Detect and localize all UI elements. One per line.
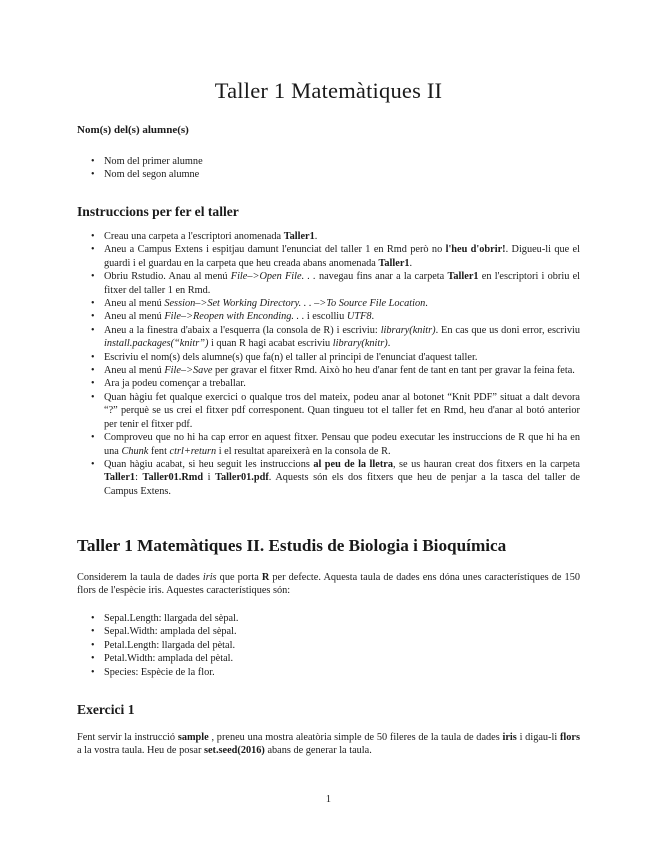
list-item: • Petal.Width: amplada del pètal.: [77, 652, 580, 665]
document-title: Taller 1 Matemàtiques II: [214, 78, 443, 103]
list-item: • Aneu a Campus Extens i espitjau damunt l'enunciat del taller 1 en Rmd però no l'heu d'obrir!. Digueu-li que el guardi i el guardau en la carpeta que heu creada abans anomenada Taller1.: [77, 243, 580, 270]
names-heading: Nom(s) del(s) alumne(s): [77, 124, 189, 136]
names-list: [77, 155, 580, 182]
list-item: • Aneu al menú File–>Save per gravar el fitxer Rmd. Això ho heu d'anar fent de tant en tant per gravar la feina feta.: [77, 364, 580, 377]
list-item: • Aneu a la finestra d'abaix a l'esquerra (la consola de R) i escriviu: library(knitr). En cas que us doni error, escriviu install.packages(“knitr”) i quan R hagi acabat escriviu library(knitr).: [77, 324, 580, 351]
list-item: • Comproveu que no hi ha cap error en aquest fitxer. Pensau que podeu executar les instruccions de R que hi ha en una Chunk fent ctrl+return i el resultat apareixerà en la consola de R.: [77, 431, 580, 458]
list-item: • Obriu Rstudio. Anau al menú File–>Open File. . . navegau fins anar a la carpeta Taller1 en l'escriptori i obriu el fitxer del taller 1 en Rmd.: [77, 270, 580, 297]
document-page: [77, 0, 580, 848]
list-item: • Aneu al menú Session–>Set Working Directory. . . –>To Source File Location.: [77, 297, 580, 310]
list-item: • Ara ja podeu començar a treballar.: [77, 377, 580, 390]
list-item: • Nom del segon alumne: [77, 168, 580, 181]
intro-paragraph: Considerem la taula de dades iris que porta R per defecte. Aquesta taula de dades ens dóna unes característiques de 150 flors de l'espècie iris. Aquestes característiques són:: [77, 572, 580, 597]
list-item: • Creau una carpeta a l'escriptori anomenada Taller1.: [77, 230, 580, 243]
list-item: • Quan hàgiu fet qualque exercici o qualque tros del mateix, podeu anar al botonet “Knit PDF” situat a dalt devora “?” perquè se us crei el fitxer pdf corresponent. Quan tingueu tot el taller fet en Rmd, heu d'anar al botó anterior per tenir el fitxer pdf.: [77, 391, 580, 431]
instructions-list: [77, 230, 580, 498]
list-item: • Species: Espècie de la flor.: [77, 666, 580, 679]
page-number: 1: [325, 794, 332, 805]
list-item: • Sepal.Length: llargada del sèpal.: [77, 612, 580, 625]
list-item: • Escriviu el nom(s) dels alumne(s) que fa(n) el taller al principi de l'enunciat d'aquest taller.: [77, 351, 580, 364]
list-item: • Aneu al menú File–>Reopen with Enconding. . . i escolliu UTF8.: [77, 310, 580, 323]
section-heading: Taller 1 Matemàtiques II. Estudis de Biologia i Bioquímica: [77, 536, 507, 555]
list-item: • Sepal.Width: amplada del sèpal.: [77, 625, 580, 638]
exercise-heading: Exercici 1: [77, 702, 135, 717]
list-item: • Nom del primer alumne: [77, 155, 580, 168]
instructions-heading: Instruccions per fer el taller: [77, 204, 239, 219]
list-item: • Quan hàgiu acabat, si heu seguit les instruccions al peu de la lletra, se us hauran creat dos fitxers en la carpeta Taller1: Taller01.Rmd i Taller01.pdf. Aquests són els dos fitxers que heu de penjar a la tasca del taller de Campus Extens.: [77, 458, 580, 498]
exercise-paragraph: Fent servir la instrucció sample , preneu una mostra aleatòria simple de 50 fileres de la taula de dades iris i digau-li flors a la vostra taula. Heu de posar set.seed(2016) abans de generar la taula.: [77, 732, 580, 757]
list-item: • Petal.Length: llargada del pètal.: [77, 639, 580, 652]
features-list: [77, 612, 580, 679]
